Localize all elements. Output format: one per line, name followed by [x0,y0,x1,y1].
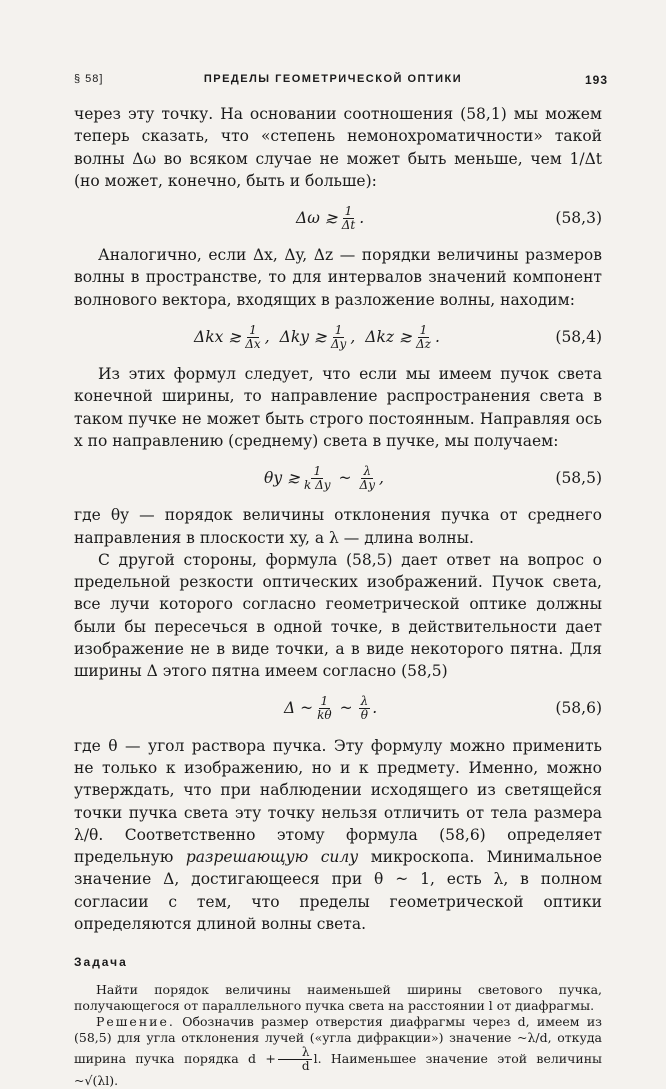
main-text [74,103,602,1089]
eq3-fraction-1: $\frac{1}{\text{k Δy}}$ [304,463,331,492]
problem-block [74,982,602,1089]
eq4-fraction-2: $\frac{\lambda}{\theta}$ [360,694,369,723]
paragraph-5: С другой стороны, формула (58,5) дает ответ на вопрос о предельной резкости оптических изображений. Пучок света, все лучи которого согласно геометрической оптике должны были бы пересечься в одной точке, в действительности дает изображение не в виде точки, а в виде некоторого пятна. Для ширины Δ этого пятна имеем согласно (58,5) [74,550,602,681]
section-marker: § 58] [74,73,104,85]
emphasized-term: разрешающую силу [185,848,359,867]
eq2-fraction-3: $\frac{1}{\Delta z}$ [415,322,431,351]
paragraph-2: Аналогично, если Δx, Δy, Δz — порядки величины размеров волны в пространстве, то для интервалов значений компонент волнового вектора, входящих в разложение волны, находим: [74,246,602,309]
equation-58-6: Δ ~ $\frac{1}{k\theta}$ ~ $\frac{\lambda}{\theta}$ . (58,6) [74,683,602,735]
solution-fraction: $\frac{\lambda}{d}$ [278,1046,312,1073]
running-title: ПРЕДЕЛЫ ГЕОМЕТРИЧЕСКОЙ ОПТИКИ [203,73,463,85]
paragraph-6: где θ — угол раствора пучка. Эту формулу можно применить не только к изображению, но и к предмету. Именно, можно утверждать, что при наблюдении исходящего из светящейся точки пучка света эту точку нельзя отличить от тела размера λ/θ. Соответственно этому формула (58,6) определяет предельную разрешающую силу микроскопа. Минимальное значение Δ, достигающееся при θ ~ 1, есть λ, в полном согласии с тем, что пределы геометрической оптики определяются длиной волны света. [74,736,602,934]
problem-heading: Задача [74,955,128,970]
paragraph-4: где θy — порядок величины отклонения пучка от среднего направления в плоскости xy, а λ — длина волны. [74,506,602,547]
page-number: 193 [584,73,608,87]
problem-statement: Найти порядок величины наименьшей ширины светового пучка, получающегося от параллельного пучка света на расстоянии l от диафрагмы. [74,981,602,1013]
paragraph-1: через эту точку. На основании соотношения (58,1) мы можем теперь сказать, что «степень немонохроматичности» такой волны Δω во всяком случае не может быть меньше, чем 1/Δt (но может, конечно, быть и больше): [74,105,602,190]
equation-58-4: Δkx ≳ $\frac{1}{\Delta x}$ , Δky ≳ $\frac{1}{\Delta y}$ , Δkz ≳ $\frac{1}{\Delta z}$ . (58,4) [74,311,602,363]
eq1-lhs: Δω ≳ [296,209,338,228]
equation-58-3: Δω ≳ $\frac{1}{\Delta t}$ . (58,3) [74,192,602,244]
eq4-label: (58,6) [555,699,602,718]
eq2-fraction-2: $\frac{1}{\Delta y}$ [330,322,347,351]
eq2-fraction-1: $\frac{1}{\Delta x}$ [245,322,261,351]
paragraph-3: Из этих формул следует, что если мы имеем пучок света конечной ширины, то направление распространения света в таком пучке не может быть строго постоянным. Направляя ось x по направлению (среднему) света в пучке, мы получаем: [74,365,602,450]
eq2-label: (58,4) [555,327,602,346]
eq1-label: (58,3) [555,209,602,228]
problem-solution: Решение. Обозначив размер отверстия диафрагмы через d, имеем из (58,5) для угла отклонения лучей («угла дифракции») значение ~λ/d, откуда ширина пучка порядка d + $\frac{\lambda}{d}$ l. Наименьшее значение этой величины ~√(λl). [74,1013,603,1088]
eq3-label: (58,5) [555,469,602,488]
eq1-fraction: $\frac{1}{\Delta t}$ [341,203,356,232]
eq3-fraction-2: $\frac{\lambda}{\Delta y}$ [359,463,375,492]
eq4-fraction-1: $\frac{1}{k\theta}$ [317,694,332,723]
equation-58-5: θy ≳ $\frac{1}{\text{k Δy}}$ ~ $\frac{\lambda}{\Delta y}$ , (58,5) [74,452,602,504]
